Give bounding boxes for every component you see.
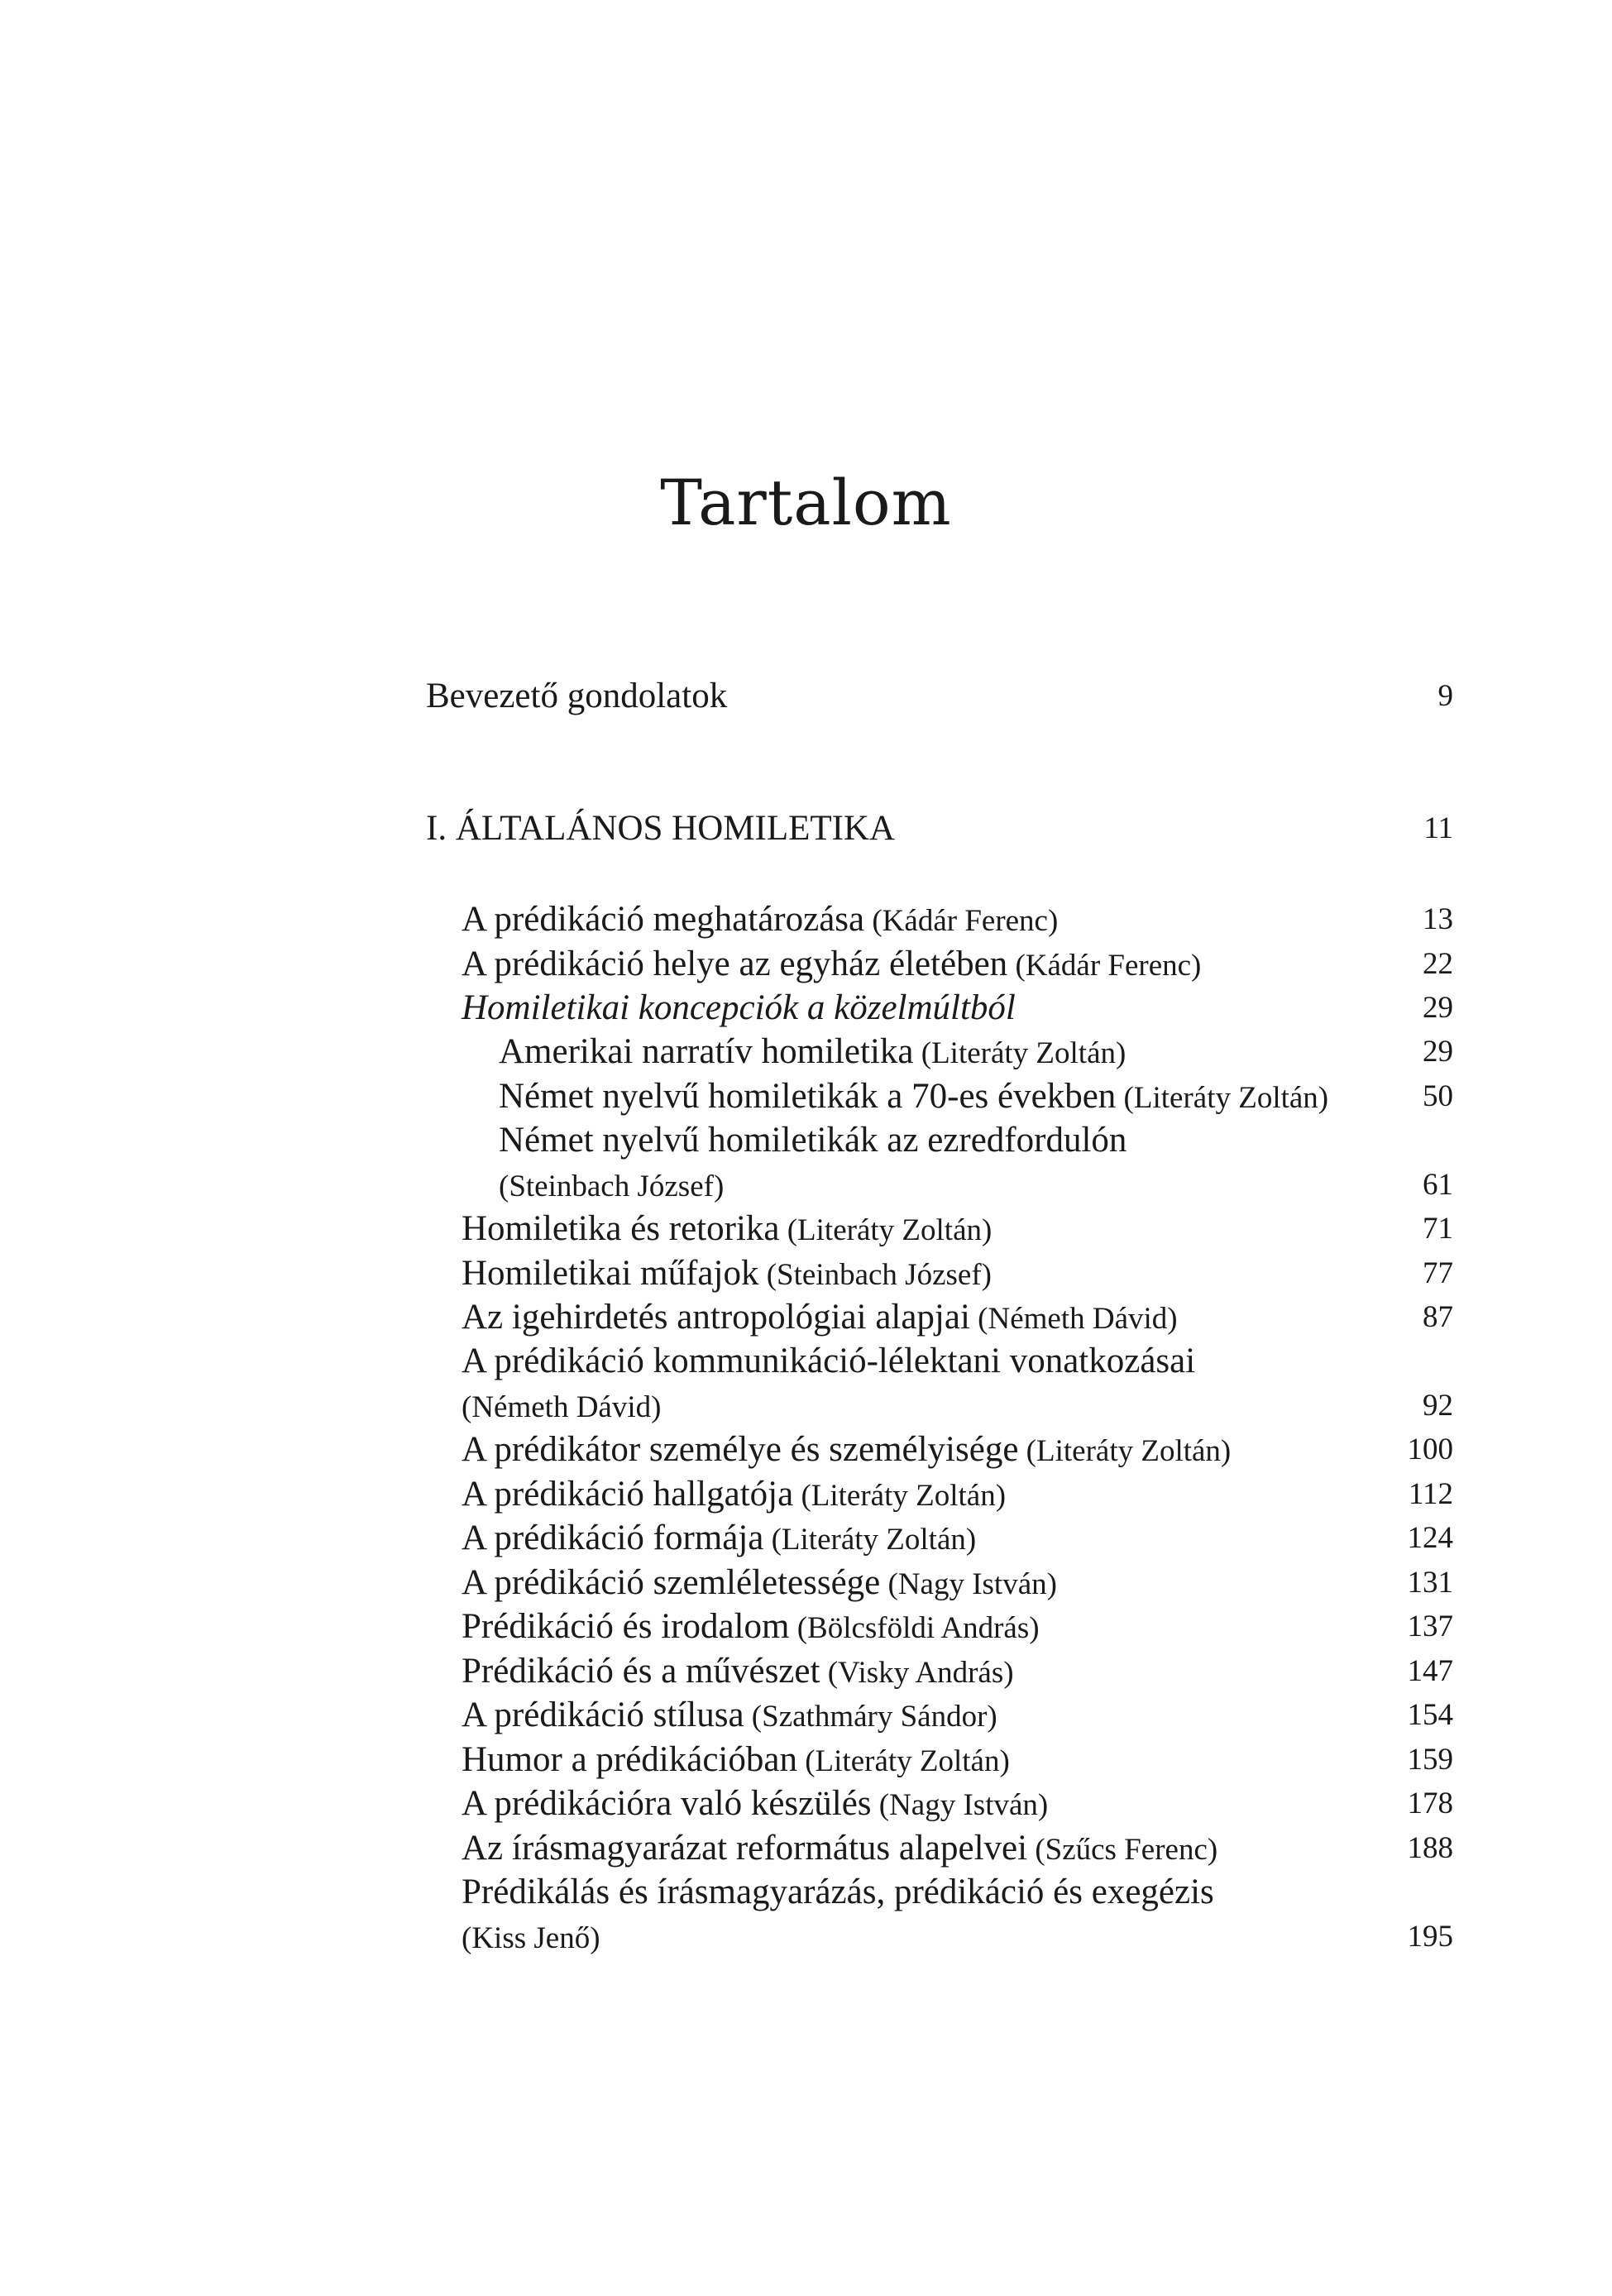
- toc-entry-title: Az igehirdetés antropológiai alapjai: [462, 1298, 970, 1337]
- toc-entry-label: [462, 1339, 1195, 1384]
- toc-entry-label: [462, 1605, 1040, 1651]
- toc-entry-title: Homiletikai műfajok: [462, 1254, 759, 1293]
- toc-entry-page-number: 178: [1407, 1787, 1453, 1820]
- toc-entry-author: (Kiss Jenő): [462, 1921, 600, 1955]
- toc-entry-label: [462, 897, 1058, 944]
- toc-entry-page-number: 124: [1407, 1521, 1453, 1555]
- toc-entry-title: A prédikáció stílusa: [462, 1696, 744, 1734]
- toc-entry-title: I. ÁLTALÁNOS HOMILETIKA: [426, 809, 896, 848]
- toc-entry: [499, 1163, 1453, 1208]
- toc-entry-label: [462, 1428, 1231, 1474]
- toc-entry: [462, 1693, 1453, 1738]
- toc-entry-page-number: 50: [1423, 1079, 1453, 1113]
- toc-entry-title: Humor a prédikációban: [462, 1740, 797, 1779]
- toc-entry-page-number: 147: [1407, 1654, 1453, 1688]
- toc-entry-label: [462, 986, 1016, 1031]
- toc-entry-author: (Bölcsföldi András): [789, 1611, 1040, 1645]
- toc-entry-label: [499, 1118, 1126, 1163]
- toc-entry-label: [462, 1561, 1057, 1607]
- toc-entry-label: [426, 674, 727, 719]
- toc-entry: [462, 986, 1453, 1031]
- toc-entry: [462, 1251, 1453, 1296]
- toc-entry: [462, 1561, 1453, 1605]
- toc-entry-author: (Nagy István): [871, 1788, 1049, 1822]
- toc-entry-title: Homiletika és retorika: [462, 1209, 780, 1248]
- toc-entry-label: [499, 1163, 724, 1209]
- toc-entry: [499, 1074, 1453, 1119]
- page-title: Tartalom: [660, 465, 952, 539]
- toc-entry-page-number: 29: [1423, 1035, 1453, 1069]
- toc-entry-title: Homiletikai koncepciók a közelmúltból: [462, 988, 1016, 1027]
- toc-entry-title: Prédikáció és irodalom: [462, 1607, 790, 1646]
- toc-entry-page-number: 131: [1407, 1566, 1453, 1600]
- toc-entry-title: A prédikáció meghatározása: [462, 900, 865, 939]
- toc-entry-page-number: 159: [1407, 1743, 1453, 1777]
- toc-entry-title: Prédikáció és a művészet: [462, 1652, 820, 1691]
- toc-entry-label: [462, 1207, 992, 1253]
- toc-entry-author: (Steinbach József): [499, 1170, 725, 1203]
- toc-entry-label: [462, 1472, 1006, 1519]
- toc-entry: [462, 1516, 1453, 1561]
- toc-entry-label: [462, 1295, 1178, 1342]
- toc-entry: [499, 1030, 1453, 1074]
- toc-entry-author: (Literáty Zoltán): [779, 1213, 993, 1247]
- toc-entry: [462, 1339, 1453, 1384]
- toc-entry-page-number: 188: [1407, 1831, 1453, 1865]
- toc-entry: [462, 1472, 1453, 1517]
- toc-entry-page-number: 100: [1407, 1433, 1453, 1466]
- toc-entry-author: (Szathmáry Sándor): [744, 1700, 997, 1734]
- toc-entry-page-number: 137: [1407, 1610, 1453, 1643]
- toc-entry-title: A prédikáció helye az egyház életében: [462, 945, 1008, 983]
- toc-entry: [426, 674, 1453, 719]
- toc-entry: [462, 1384, 1453, 1428]
- toc-entry-page-number: 154: [1407, 1698, 1453, 1732]
- toc-entry-author: (Visky András): [820, 1656, 1014, 1690]
- toc-entry: [462, 1870, 1453, 1915]
- toc-entry-author: (Literáty Zoltán): [1018, 1434, 1232, 1468]
- toc-entry-title: A prédikáció hallgatója: [462, 1475, 794, 1514]
- toc-entry-label: [462, 1649, 1014, 1696]
- toc-entry-page-number: 13: [1423, 902, 1453, 936]
- toc-entry-page-number: 29: [1423, 991, 1453, 1025]
- toc-entry: [462, 1826, 1453, 1871]
- toc-entry: [462, 1207, 1453, 1251]
- toc-entry-title: Bevezető gondolatok: [426, 677, 728, 715]
- toc-entry-page-number: 87: [1423, 1300, 1453, 1334]
- toc-entry-author: (Kádár Ferenc): [864, 904, 1059, 938]
- toc-entry-author: (Steinbach József): [758, 1258, 992, 1292]
- toc-entry: [462, 942, 1453, 987]
- toc-entry-label: [462, 1915, 600, 1961]
- toc-entry-page-number: 71: [1423, 1212, 1453, 1246]
- toc-entry-author: (Literáty Zoltán): [793, 1479, 1007, 1513]
- toc-entry-title: Amerikai narratív homiletika: [499, 1032, 914, 1071]
- toc-entry-page-number: 11: [1423, 811, 1453, 845]
- toc-entry-label: [462, 1738, 1010, 1784]
- toc-entry: [462, 1295, 1453, 1340]
- toc-entry-label: [499, 1074, 1328, 1121]
- toc-entry: [426, 806, 1453, 851]
- toc-entry: [462, 897, 1453, 942]
- toc-entry-title: A prédikációra való készülés: [462, 1784, 872, 1823]
- toc-entry-author: (Literáty Zoltán): [796, 1744, 1010, 1778]
- toc-entry-page-number: 195: [1407, 1920, 1453, 1954]
- toc-entry-label: [499, 1030, 1126, 1076]
- toc-entry-label: [462, 1693, 997, 1739]
- toc-entry-title: A prédikátor személye és személyisége: [462, 1430, 1019, 1469]
- toc-entry-title: Német nyelvű homiletikák az ezredfordulón: [499, 1121, 1127, 1160]
- toc-entry-author: (Literáty Zoltán): [1116, 1081, 1329, 1115]
- toc-entry: [499, 1118, 1453, 1163]
- toc-entry-author: (Literáty Zoltán): [763, 1523, 977, 1557]
- toc-entry-label: [462, 942, 1201, 988]
- toc-entry-author: (Nagy István): [880, 1567, 1057, 1601]
- toc-entry: [462, 1915, 1453, 1959]
- toc-entry-author: (Szűcs Ferenc): [1027, 1833, 1218, 1867]
- toc-entry-label: [462, 1826, 1217, 1873]
- toc-entry-title: A prédikáció szemléletessége: [462, 1563, 881, 1602]
- toc-entry-page-number: 9: [1437, 679, 1453, 713]
- toc-entry-title: Prédikálás és írásmagyarázás, prédikáció és exegézis: [462, 1873, 1214, 1911]
- toc-entry-label: [462, 1384, 661, 1430]
- toc-entry-title: Német nyelvű homiletikák a 70-es években: [499, 1077, 1117, 1116]
- toc-entry-page-number: 77: [1423, 1256, 1453, 1290]
- toc-entry-author: (Kádár Ferenc): [1007, 949, 1202, 983]
- toc-entry-label: [462, 1516, 976, 1562]
- toc-entry: [462, 1605, 1453, 1649]
- toc-entry-author: (Literáty Zoltán): [913, 1036, 1126, 1070]
- toc-entry-page-number: 61: [1423, 1168, 1453, 1202]
- toc-entry-page-number: 92: [1423, 1389, 1453, 1423]
- toc-entry: [462, 1782, 1453, 1826]
- toc-entry-title: A prédikáció kommunikáció-lélektani vonatkozásai: [462, 1342, 1196, 1380]
- toc-entry-title: Az írásmagyarázat református alapelvei: [462, 1829, 1028, 1868]
- toc-entry: [462, 1649, 1453, 1694]
- toc-entry-author: (Németh Dávid): [969, 1302, 1178, 1336]
- toc-entry-label: [426, 806, 895, 851]
- toc-entry-label: [462, 1870, 1214, 1915]
- toc-entry-author: (Németh Dávid): [462, 1390, 662, 1424]
- toc-entry: [462, 1738, 1453, 1782]
- toc-entry-label: [462, 1251, 992, 1298]
- toc-entry-title: A prédikáció formája: [462, 1519, 764, 1557]
- toc-entry-page-number: 22: [1423, 947, 1453, 981]
- toc-entry-page-number: 112: [1408, 1477, 1453, 1511]
- toc-entry-label: [462, 1782, 1048, 1828]
- toc-entry: [462, 1428, 1453, 1472]
